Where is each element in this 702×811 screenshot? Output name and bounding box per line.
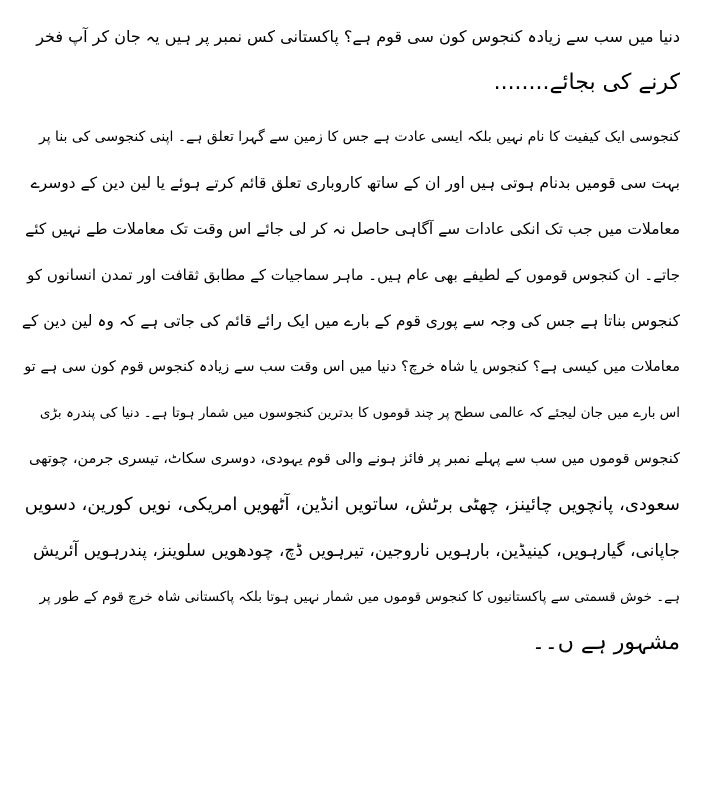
body-line: جاتے۔ ان کنجوس قوموں کے لطیفے بھی عام ہیں۔ ماہر سماجیات کے مطابق ثقافت اور تمدن انسانوں کو bbox=[27, 266, 680, 284]
body-line: مشہور ہے ں۔۔ bbox=[532, 630, 680, 655]
body-line: معاملات میں جب تک انکی عادات سے آگاہی حاصل نہ کر لی جائے اس وقت تک معاملات طے نہیں کئے bbox=[25, 220, 680, 238]
paragraph-gap bbox=[22, 106, 680, 114]
article-heading bbox=[22, 14, 680, 106]
body-line: کنجوس بناتا ہے جس کی وجہ سے پوری قوم کے بارے میں ایک رائے قائم کی جاتی ہے کہ وہ لین دین کے bbox=[22, 312, 680, 330]
body-line: کنجوسی ایک کیفیت کا نام نہیں بلکہ ایسی عادت ہے جس کا زمین سے گہرا تعلق ہے۔ اپنی کنجوسی کی بنا پر bbox=[38, 129, 680, 145]
body-line: بہت سی قومیں بدنام ہوتی ہیں اور ان کے ساتھ کاروباری تعلق قائم کرتے ہوئے یا لین دین کے دوسرے bbox=[30, 174, 680, 192]
heading-line: کرنے کی بجائے........ bbox=[493, 70, 680, 95]
body-line: ہے۔ خوش قسمتی سے پاکستانیوں کا کنجوس قوموں میں شمار نہیں ہوتا بلکہ پاکستانی شاہ خرچ قوم کے طور پر bbox=[39, 589, 680, 605]
body-line: جاپانی، گیارہویں، کینیڈین، بارہویں ناروجین، تیرہویں ڈچ، چودھویں سلوینز، پندرہویں آئریش bbox=[32, 541, 680, 561]
body-line: معاملات میں کیسی ہے؟ کنجوس یا شاہ خرچ؟ دنیا میں اس وقت سب سے زیادہ کنجوس قوم کون سی ہے تو bbox=[24, 359, 680, 375]
article-body bbox=[22, 114, 680, 666]
body-line: اس بارے میں جان لیجئے کہ عالمی سطح پر چند قوموں کا بدترین کنجوسوں میں شمار ہوتا ہے۔ دنیا کی پندرہ بڑی bbox=[39, 405, 680, 421]
heading-line: دنیا میں سب سے زیادہ کنجوس کون سی قوم ہے؟ پاکستانی کس نمبر پر ہیں یہ جان کر آپ فخر bbox=[36, 27, 680, 46]
body-line: سعودی، پانچویں چائینز، چھٹی برٹش، ساتویں انڈین، آٹھویں امریکی، نویں کورین، دسویں bbox=[24, 494, 680, 515]
body-line: کنجوس قوموں میں سب سے پہلے نمبر پر فائز ہونے والی قوم یہودی، دوسری سکاٹ، تیسری جرمن، چوتھی bbox=[29, 451, 680, 467]
